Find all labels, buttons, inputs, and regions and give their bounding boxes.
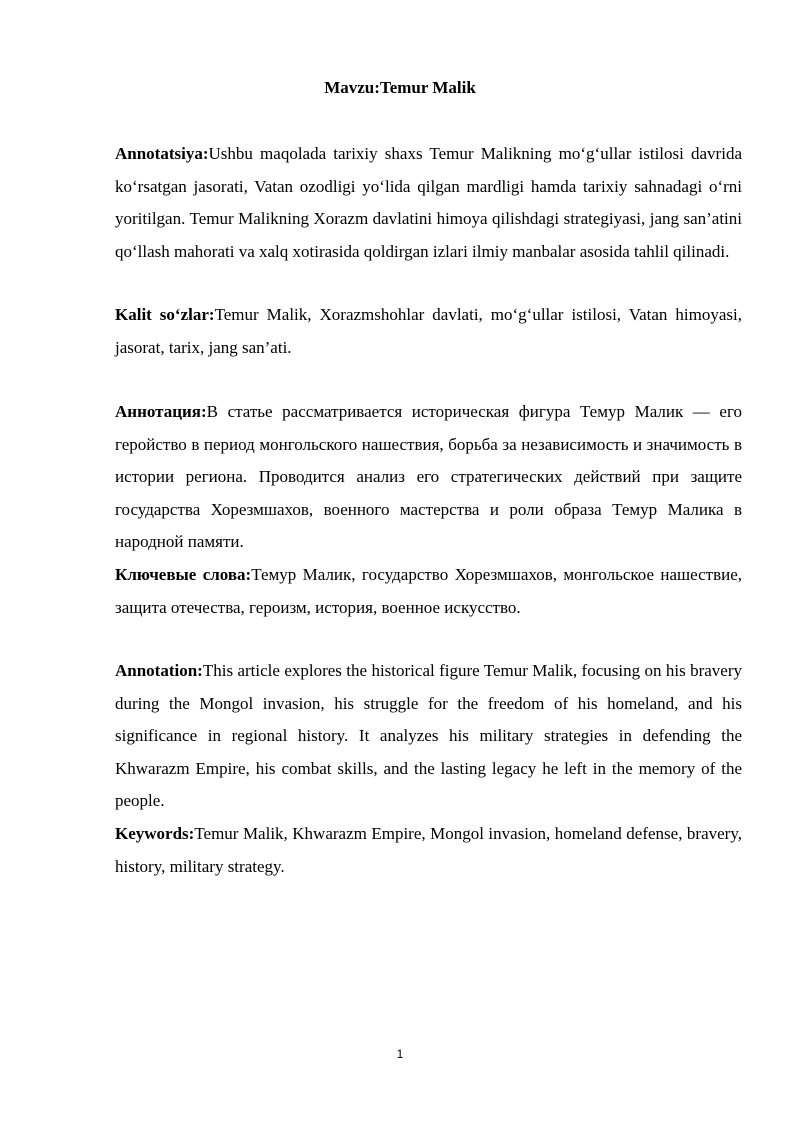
uz-keywords-text: Temur Malik, Xorazmshohlar davlati, mo‘g‘ullar istilosi, Vatan himoyasi, jasorat, tarix, jang san’ati. — [115, 305, 742, 357]
uz-annotation-label: Annotatsiya: — [115, 144, 209, 163]
uz-keywords-paragraph — [115, 299, 742, 364]
page-title: Mavzu:Temur Malik — [324, 78, 476, 97]
ru-keywords-label: Ключевые слова: — [115, 565, 252, 584]
page-number: 1 — [396, 1047, 404, 1061]
uz-annotation-text: Ushbu maqolada tarixiy shaxs Temur Malikning mo‘g‘ullar istilosi davrida ko‘rsatgan jasorati, Vatan ozodligi yo‘lida qilgan mardligi hamda tarixiy sahnadagi o‘rni yoritilgan. Temur Malikning Xorazm davlatini himoya qilishdagi strategiyasi, jang san’atini qo‘llash mahorati va xalq xotirasida qoldirgan izlari ilmiy manbalar asosida tahlil qilinadi. — [115, 144, 742, 261]
en-annotation-label: Annotation: — [115, 661, 203, 680]
en-annotation-text: This article explores the historical figure Temur Malik, focusing on his bravery during the Mongol invasion, his struggle for the freedom of his homeland, and his significance in regional history. It analyzes his military strategies in defending the Khwarazm Empire, his combat skills, and the lasting legacy he left in the memory of the people. — [115, 661, 742, 810]
en-annotation-paragraph — [115, 655, 742, 818]
en-keywords-text: Temur Malik, Khwarazm Empire, Mongol invasion, homeland defense, bravery, history, military strategy. — [115, 824, 742, 876]
uz-annotation-paragraph — [115, 138, 742, 268]
ru-annotation-text: В статье рассматривается историческая фигура Темур Малик — его геройство в период монгольского нашествия, борьба за независимость и значимость в истории региона. Проводится анализ его стратегических действий при защите государства Хорезмшахов, военного мастерства и роли образа Темур Малика в народной памяти. — [115, 402, 742, 551]
ru-annotation-paragraph — [115, 396, 742, 559]
ru-annotation-label: Аннотация: — [115, 402, 207, 421]
ru-keywords-paragraph — [115, 559, 742, 624]
en-keywords-paragraph — [115, 818, 742, 883]
uz-keywords-label: Kalit so‘zlar: — [115, 305, 215, 324]
ru-keywords-text: Темур Малик, государство Хорезмшахов, монгольское нашествие, защита отечества, героизм, история, военное искусство. — [115, 565, 742, 617]
en-keywords-label: Keywords: — [115, 824, 195, 843]
